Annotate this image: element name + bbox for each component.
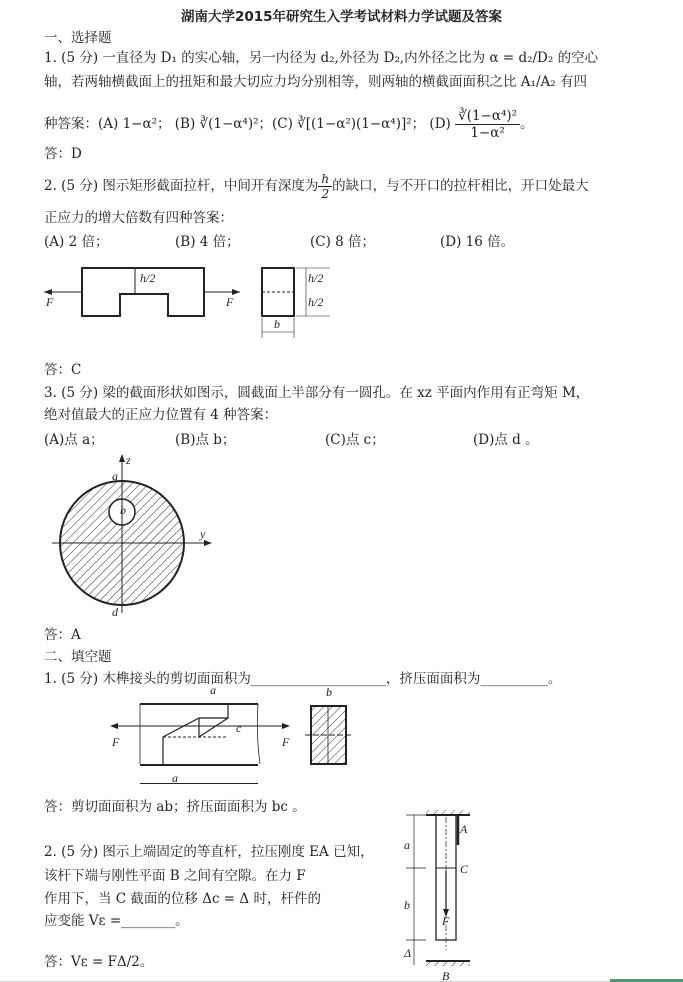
q1-text: 轴，若两轴横截面上的扭矩和最大切应力均分别相等，则两轴的横截面面积之比 A₁/A₂ 有四: [44, 74, 587, 90]
numerator: ∛(1−α⁴)²: [455, 108, 520, 125]
plane-b-label: B: [442, 969, 450, 982]
length-a-label: a: [404, 838, 410, 852]
h2-label: h/2: [140, 271, 156, 285]
a-label: a: [210, 684, 216, 697]
section-heading: 二、填空题: [44, 649, 112, 665]
q1-text: 1. (5 分) 一直径为 D₁ 的实心轴，另一内径为 d₂,外径为 D₂,内外径之比为 α = d₂/D₂ 的空心: [44, 50, 599, 66]
denominator: 1−α²: [470, 125, 505, 141]
q2-figure: [40, 260, 340, 340]
numerator: h: [318, 172, 332, 187]
h2-label: h/2: [308, 295, 324, 309]
force-label: F: [226, 295, 234, 309]
q2-answer: 答：C: [44, 362, 82, 378]
q3-option: (D)点 d 。: [473, 432, 539, 448]
force-label: F: [46, 295, 54, 309]
section-heading: 一、选择题: [44, 30, 112, 46]
page-title: 湖南大学2015年研究生入学考试材料力学试题及答案: [180, 9, 503, 25]
q2-option: (C) 8 倍；: [310, 234, 376, 250]
q2-option: (A) 2 倍；: [44, 234, 109, 250]
f1-figure: [100, 684, 360, 784]
b-label: b: [326, 685, 332, 699]
q3-option: (B)点 b；: [175, 432, 236, 448]
q1-answer: 答：D: [44, 146, 82, 162]
c-label: c: [236, 721, 242, 735]
force-label: F: [442, 914, 450, 928]
q1-options: [44, 108, 534, 141]
gap-label: Δ: [404, 946, 412, 960]
q2-option: (B) 4 倍；: [175, 234, 240, 250]
z-axis-label: z: [126, 453, 131, 467]
q2-option: (D) 16 倍。: [440, 234, 515, 250]
f2-text: 应变能 Vε =________。: [44, 913, 189, 929]
f2-text: 该杆下端与刚性平面 B 之间有空隙。在力 F: [44, 868, 306, 884]
q3-text: 绝对值最大的正应力位置有 4 种答案：: [44, 407, 278, 423]
f1-answer: 答：剪切面面积为 ab；挤压面面积为 bc 。: [44, 799, 306, 815]
q3-option: (A)点 a；: [44, 432, 104, 448]
q2-text: [44, 172, 589, 201]
point-a-label: A: [460, 822, 468, 836]
force-label: F: [112, 735, 120, 749]
point-a-label: a: [112, 469, 118, 483]
length-b-label: b: [404, 898, 410, 912]
point-d-label: d: [112, 605, 118, 619]
y-axis-label: y: [200, 527, 206, 541]
q3-answer: 答：A: [44, 627, 81, 643]
f2-answer: 答：Vε = FΔ/2。: [44, 954, 154, 970]
point-b-label: b: [120, 503, 126, 517]
force-label: F: [282, 735, 290, 749]
a-label: a: [172, 771, 178, 784]
q3-text: 3. (5 分) 梁的截面形状如图示，圆截面上半部分有一圆孔。在 xz 平面内作用有正弯矩 M，: [44, 385, 590, 401]
f2-text: 作用下，当 C 截面的位移 Δc = Δ 时，杆件的: [44, 891, 321, 907]
period: 。: [520, 116, 534, 132]
q2-text-b: 的缺口，与不开口的拉杆相比，开口处最大: [332, 178, 589, 194]
q3-option: (C)点 c；: [325, 432, 385, 448]
f2-figure: [400, 805, 480, 982]
b-label: b: [274, 317, 280, 331]
denominator: 2: [321, 187, 330, 201]
q2-text: 正应力的增大倍数有四种答案：: [44, 210, 233, 226]
option-d-fraction: [455, 108, 520, 141]
h-half-fraction: [318, 172, 332, 201]
q2-text-a: 2. (5 分) 图示矩形截面拉杆，中间开有深度为: [44, 178, 319, 194]
f1-text: 1. (5 分) 木榫接头的剪切面面积为____________________，挤压面面积为__________。: [44, 671, 562, 687]
point-c-label: C: [460, 862, 469, 876]
q3-figure: [40, 448, 230, 620]
q1-options-text: 种答案：(A) 1−α²； (B) ∛(1−α⁴)²；(C) ∛[(1−α²)(1−α⁴)]²； (D): [44, 116, 451, 132]
f2-text: 2. (5 分) 图示上端固定的等直杆，拉压刚度 EA 已知，: [44, 844, 374, 860]
h2-label: h/2: [308, 271, 324, 285]
